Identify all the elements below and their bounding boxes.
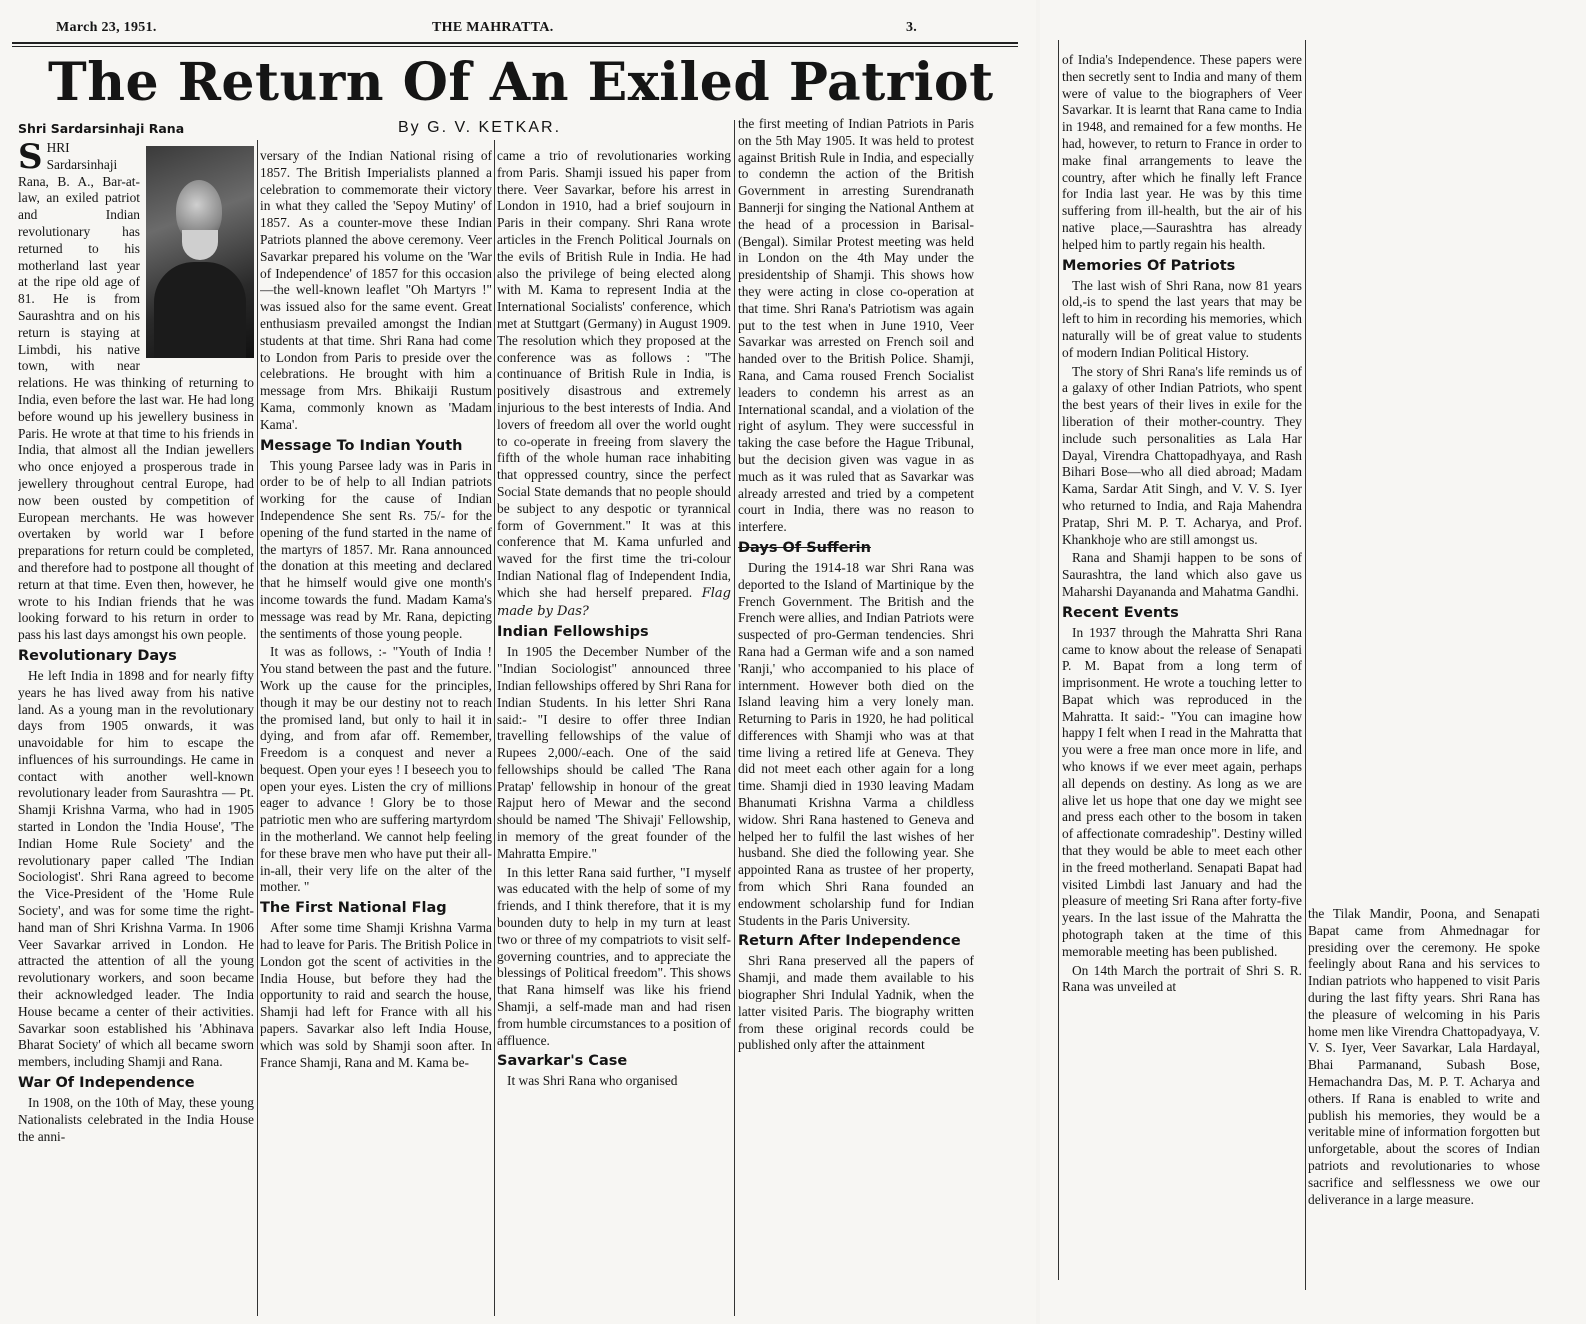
photo-caption: Shri Sardarsinhaji Rana	[18, 121, 185, 136]
subhead-savarkars-case: Savarkar's Case	[497, 1053, 628, 1070]
subhead-first-national-flag: The First National Flag	[260, 900, 447, 917]
col5-paragraph-3: The story of Shri Rana's life reminds us of a galaxy of other Indian Patriots, who spent the best years of their lives in exile for the liberation of their mother-country. They include such personalities as Lala Har Dayal, Virendra Chattopadhyaya, and Rash Bihari Bose—who all died abroad; Madam Kama, Sardar Atit Singh, and V. V. S. Iyer who returned to India, and Raja Mahendra Pratap, Shri M. P. T. Acharya, and Prof. Khankhoje who are still amongst us.	[1062, 363, 1302, 547]
newspaper-page-continuation	[1040, 0, 1586, 1324]
column-divider	[1305, 40, 1306, 1290]
col3-paragraph-3: In this letter Rana said further, "I myself was educated with the help of some of my friends, and I think therefore, that it is my bounden duty to help in my turn at least two or three of my compatriots to visit self-governing countries, and to appreciate the blessings of Political freedom". This shows that Rana himself was like his friend Shamji, a self-made man and had risen from humble circumstances to a position of affluence.	[497, 864, 731, 1048]
col3-paragraph-1: came a trio of revolutionaries working from Paris. Shamji issued his paper from there. Veer Savarkar, before his arrest in London in 1910, had a brief soujourn in Paris in their company. Shri Rana wrote articles in the French Political Journals on the evils of British Rule in India. He had also the privilege of being elected along with M. Kama to represent India at the International Socialists' conference, which met at Stuttgart (Germany) in August 1909. The resolution which they proposed at the conference was as follows : "The continuance of British Rule in India, is positively disastrous and extremely injurious to the best interests of India. And lovers of freedom all over the world ought to co-operate in freeing from slavery the fifth of the whole human race inhabiting that oppressed country, since the perfect Social State demands that no people should be subject to any despotic or tyrannical form of Government." It was at this conference that M. Kama unfurled and waved for the first time the tri-colour Indian National flag of Independent India, which she had herself prepared. Flag made by Das?	[497, 148, 731, 619]
issue-date: March 23, 1951.	[56, 20, 157, 35]
col1-paragraph-1: SHRI Sardarsinhaji Rana, B. A., Bar-at-law, an exiled patriot and Indian revolutionary has returned to his motherland last year at the ripe old age of 81. He is from Saurashtra and on his return is staying at Limbdi, his native town, with near relations. He was thinking of returning to India, even before the last war. He had long before wound up his jewellery business in Paris. He wrote at that time to his friends in India, that almost all the Indian jewellers who once enjoyed a prosperous trade in jewellery throughout central Europe, had now been ousted by competition of European merchants. He was however overtaken by world war I before preparations for return could be completed, and therefore had to postpone all thought of return at that time. Even then, however, he wrote to his Indian friends that he was looking forward to his return in order to pass his last days amongst his own people.	[18, 137, 254, 643]
subhead-recent-events: Recent Events	[1062, 604, 1179, 621]
col2-paragraph-1: versary of the Indian National rising of 1857. The British Imperialists planned a celebration to commemorate their victory in what they called the 'Sepoy Mutiny' of 1857. As a counter-move these Indian Patriots planned the above ceremony. Veer Savarkar prepared his volume on the 'War of Independence' of 1857 for this occasion—the well-known leaflet "Oh Martyrs !" was issued also for the same event. Great enthusiasm prevailed amongst the Indian students at that time. Shri Rana had come to London from Paris to preside over the celebrations. He brought with him a message from Mrs. Bhikaiji Rustum Kama, commonly known as 'Madam Kama'.	[260, 148, 492, 432]
column-divider	[257, 140, 258, 1316]
page-number: 3.	[906, 20, 918, 35]
column-5	[1062, 52, 1302, 1288]
byline: By G. V. KETKAR.	[398, 119, 562, 136]
column-4	[738, 116, 974, 1316]
col4-paragraph-2: During the 1914-18 war Shri Rana was deported to the Island of Martinique by the French Government. The British and the French were allies, and Indian Patriots were suspected of pro-German tendencies. Shri Rana had a German wife and a son named 'Ranji,' who accompanied to his place of internment. However both died on the Island leaving him a very lonely man. Returning to Paris in 1920, he had political differences with Shamji who was at that time living a retired life at Geneva. They did not meet each other again for a long time. Shamji died in 1930 leaving Madam Bhanumati Krishna Varma a childless widow. Shri Rana hastened to Geneva and helped her to fulfil the last wishes of her husband. She died the following year. She appointed Rana as trustee of her property, from which Shri Rana founded an endowment scholarship fund for Indian Students in the Paris University.	[738, 559, 974, 928]
subhead-war-of-independence: War Of Independence	[18, 1075, 195, 1092]
col1-paragraph-2: He left India in 1898 and for nearly fifty years he has lived away from his native land. As a young man in the revolutionary days from 1905 onwards, it was unavoidable for him to escape the influences of his surroundings. He came in contact with another well-known revolutionary leader from Saurashtra — Pt. Shamji Krishna Varma, who had in 1905 started in London the 'India House', 'The Indian Home Rule Society' and the revolutionary paper called 'The Indian Sociologist'. Shri Rana agreed to become the Vice-President of the 'Home Rule Society', and was for some time the right-hand man of Shri Krishna Varma. In 1906 Veer Savarkar arrived in London. He attracted the attention of all the young revolutionary workers, and soon became their acknowledged leader. The India House became a center of their activities. Savarkar soon established his 'Abhinava Bharat Society' of which all became sworn members, including Shamji and Rana.	[18, 667, 254, 1070]
newspaper-name: THE MAHRATTA.	[432, 20, 554, 35]
column-2	[260, 148, 492, 1316]
col5-paragraph-2: The last wish of Shri Rana, now 81 years old,-is to spend the last years that may be left to him in recording his memories, which naturally will be of great value to students of modern Indian Political History.	[1062, 277, 1302, 360]
column-divider	[734, 120, 735, 1316]
col3-paragraph-2: In 1905 the December Number of the "Indian Sociologist" announced three Indian fellowships offered by Shri Rana for Indian Students. In his letter Shri Rana said:- "I desire to offer three Indian travelling fellowships of the value of Rupees 2,000/-each. One of the said fellowships should be called 'The Rana Pratap' fellowship in honour of the great Rajput hero of Mewar and the second should be named 'The Shivaji' Fellowship, in memory of the great founder of the Mahratta Empire."	[497, 644, 731, 861]
dropcap: S	[18, 137, 43, 177]
col5-paragraph-1: of India's Independence. These papers were then secretly sent to India and many of them were of value to the biographers of Veer Savarkar. It is learnt that Rana came to India in 1948, and remained for a few months. He had, however, to return to France in order to make final arrangements to leave the country, after which he finally left France for India last year. He was by this time suffering from ill-health, but the air of his native place,—Saurashtra has already helped him to partly regain his health.	[1062, 52, 1302, 252]
col2-paragraph-4: After some time Shamji Krishna Varma had to leave for Paris. The British Police in London got the scent of activities in the India House, but before they had the opportunity to raid and search the house, Shamji had left for France with all his papers. Savarkar also left India House, which was sold by Shamji soon after. In France Shamji, Rana and M. Kama be-	[260, 920, 492, 1070]
col2-paragraph-2: This young Parsee lady was in Paris in order to be of help to all Indian patriots working for the cause of Indian Independence She sent Rs. 75/- for the opening of the fund started in the name of the martyrs of 1857. Mr. Rana announced the donation at this meeting and declared that he himself would give one month's income towards the fund. Madam Kama's message was read by Mr. Rana, depicting the sentiments of those young people.	[260, 457, 492, 641]
column-divider	[1058, 40, 1059, 1280]
column-1	[18, 120, 254, 1316]
subhead-message-to-indian-youth: Message To Indian Youth	[260, 437, 463, 454]
col6-paragraph-1: the Tilak Mandir, Poona, and Senapati Bapat came from Ahmednagar for presiding over the ceremony. He spoke feelingly about Rana and his services to Indian patriots who happened to visit Paris during the last fifty years. Shri Rana has the pleasure of welcoming in his Paris home men like Virendra Chattopadyaya, V. V. S. Iyer, Veer Savarkar, Lala Hardayal, Bhai Parmanand, Subash Bose, Hemachandra Das, M. P. T. Acharya and others. If Rana is enabled to write and publish his memories, they would be a veritable mine of information forgotten but unforgetable, about the scores of Indian patriots and revolutionaries to whose sacrifice and selflessness we owe our deliverance in a large measure.	[1308, 906, 1540, 1207]
header-rule	[12, 42, 1018, 44]
subhead-indian-fellowships: Indian Fellowships	[497, 624, 649, 641]
col1-paragraph-3: In 1908, on the 10th of May, these young Nationalists celebrated in the India House the anni-	[18, 1095, 254, 1144]
col3-paragraph-4: It was Shri Rana who organised	[507, 1073, 678, 1089]
column-6	[1308, 906, 1540, 1298]
col2-paragraph-3: It was as follows, :- "Youth of India ! You stand between the past and the future. Work up the cause for the principles, though it may be our destiny not to reach the promised land, but only to hail it in dying, and from afar off. Remember, Freedom is a conquest and never a bequest. Open your eyes ! I beseech you to open your eyes. Listen the cry of millions eager to advance ! Glory be to those patriotic men who are suffering martyrdom in the motherland. We cannot help feeling for these brave men who have put their all-in-all, their very life on the alter of the mother. "	[260, 644, 492, 895]
handwritten-note: Flag made by Das?	[497, 585, 731, 619]
column-divider	[494, 140, 495, 1316]
subhead-memories-of-patriots: Memories Of Patriots	[1062, 257, 1236, 274]
col4-paragraph-3: Shri Rana preserved all the papers of Shamji, and made them available to his biographer Shri Indulal Yadnik, when the latter visited Paris. The biography written from these original records could be published only after the attainment	[738, 953, 974, 1053]
subhead-days-of-suffering: Days Of Sufferin	[738, 539, 871, 556]
headline: The Return Of An Exiled Patriot	[48, 52, 994, 113]
header-rule-thin	[12, 46, 1018, 47]
col5-paragraph-4: Rana and Shamji happen to be sons of Saurashtra, the land which also gave us Maharshi Dayananda and Mahatma Gandhi.	[1062, 550, 1302, 599]
column-3	[497, 148, 731, 1316]
subhead-revolutionary-days: Revolutionary Days	[18, 647, 177, 664]
col4-paragraph-1: the first meeting of Indian Patriots in Paris on the 5th May 1905. It was held to protest against British Rule in India, and especially to condemn the action of the British Government in arresting Surendranath Bannerji for singing the National Anthem at the head of a procession in Barisal-(Bengal). Similar Protest meeting was held in London on the 4th May under the presidentship of Shamji. This shows how they were acting in close co-operation at that time. Shri Rana's Patriotism was again put to the test when in June 1910, Veer Savarkar was arrested on French soil and handed over to the British Police. Shamji, Rana, and Cama roused French Socialist leaders to condemn his arrest as an International scandal, and a violation of the right of asylum. They were successful in taking the case before the Hague Tribunal, but the decision given was vague in as much as it was ruled that as Savarkar was already arrested and tried by a competent court in India, there was no reason to interfere.	[738, 116, 974, 535]
col5-paragraph-6: On 14th March the portrait of Shri S. R. Rana was unveiled at	[1062, 962, 1302, 995]
portrait-photo	[146, 146, 254, 358]
col5-paragraph-5: In 1937 through the Mahratta Shri Rana came to know about the release of Senapati P. M. Bapat from a long term of imprisonment. He wrote a touching letter to Bapat which was reproduced in the Mahratta. It said:- "You can imagine how happy I felt when I read in the Mahratta that you were a free man once more in life, and who knows if we ever meet again, perhaps all depends on destiny. As long as we are alive let us hope that one day we might see and press each other to the bosom in taken of affectionate comradeship". Destiny willed that they would be able to meet each other in the freed motherland. Senapati Bapat had visited Limbdi last January and had the pleasure of meeting Sri Rana after forty-five years. In the last issue of the Mahratta the photograph taken at the time of this memorable meeting has been published.	[1062, 624, 1302, 959]
subhead-return-after-independence: Return After Independence	[738, 933, 961, 950]
